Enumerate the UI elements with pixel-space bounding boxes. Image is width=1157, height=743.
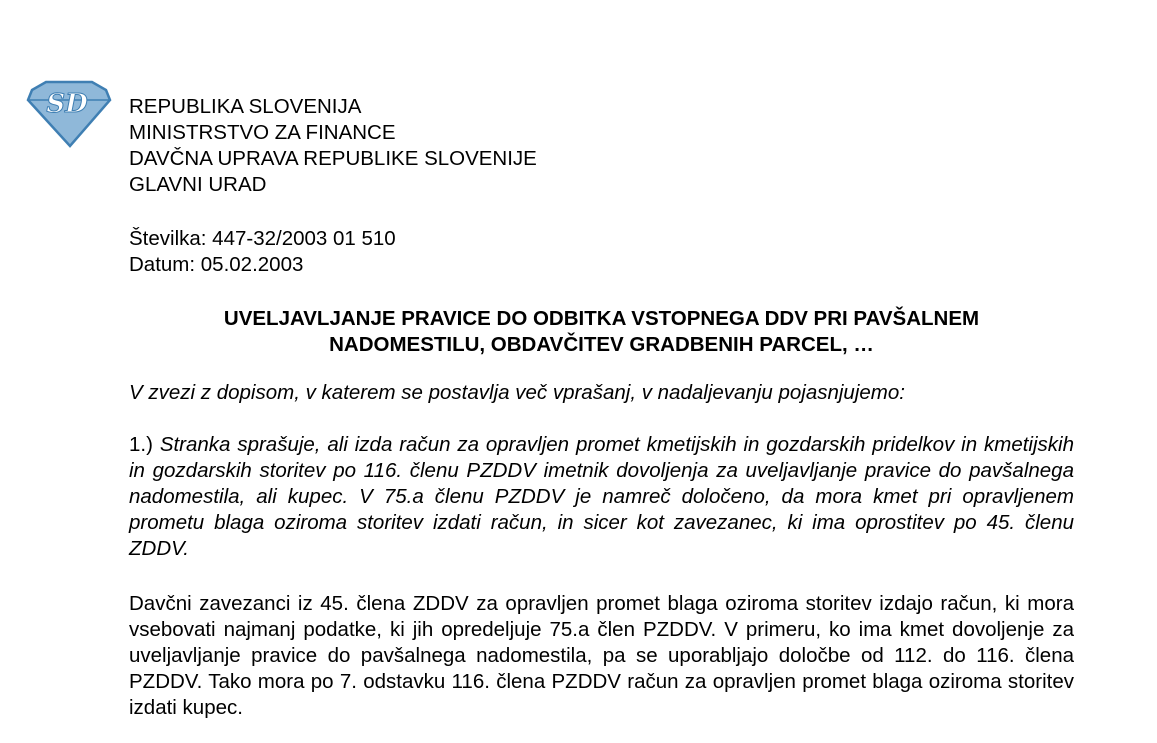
paragraph-1-question: Stranka sprašuje, ali izda račun za opravljen promet kmetijskih in gozdarskih pridelkov in kmetijskih in gozdarskih storitev po 116. členu PZDDV imetnik dovoljenja za uveljavljanje pravice do pavšalnega nadomestila, ali kupec. V 75.a členu PZDDV je namreč določeno, da mora kmet pri opravljenem prometu blaga oziroma storitev izdati račun, in sicer kot zavezanec, ki ima oprostitev po 45. členu ZDDV. bbox=[129, 433, 1074, 560]
intro-text: V zvezi z dopisom, v katerem se postavlja več vprašanj, v nadaljevanju pojasnjujemo: bbox=[129, 381, 905, 404]
header-line-republic: REPUBLIKA SLOVENIJA bbox=[129, 95, 362, 118]
paragraph-1 bbox=[129, 432, 1074, 562]
paragraph-2: Davčni zavezanci iz 45. člena ZDDV za opravljen promet blaga oziroma storitev izdajo račun, ki mora vsebovati najmanj podatke, ki jih opredeljuje 75.a člen PZDDV. V primeru, ko ima kmet dovoljenje za uveljavljanje pravice do pavšalnega nadomestila, pa se uporabljajo določbe od 112. do 116. člena PZDDV. Tako mora po 7. odstavku 116. člena PZDDV račun za opravljen promet blaga oziroma storitev izdati kupec. bbox=[129, 592, 1074, 719]
paragraph-1-number: 1.) bbox=[129, 433, 153, 456]
document-date: Datum: 05.02.2003 bbox=[129, 253, 304, 276]
svg-text:SD: SD bbox=[46, 89, 88, 119]
header-line-ministry: MINISTRSTVO ZA FINANCE bbox=[129, 121, 396, 144]
title-line-2: NADOMESTILU, OBDAVČITEV GRADBENIH PARCEL, … bbox=[329, 333, 874, 356]
document-title bbox=[129, 306, 1074, 358]
document-reference bbox=[129, 226, 396, 278]
header-line-tax-administration: DAVČNA UPRAVA REPUBLIKE SLOVENIJE bbox=[129, 147, 537, 170]
document-number: Številka: 447-32/2003 01 510 bbox=[129, 227, 396, 250]
authority-header bbox=[129, 94, 537, 198]
page-crop-edge bbox=[1074, 0, 1157, 743]
header-line-head-office: GLAVNI URAD bbox=[129, 173, 267, 196]
title-line-1: UVELJAVLJANJE PRAVICE DO ODBITKA VSTOPNEGA DDV PRI PAVŠALNEM bbox=[223, 307, 980, 330]
durs-logo-icon bbox=[26, 78, 112, 150]
